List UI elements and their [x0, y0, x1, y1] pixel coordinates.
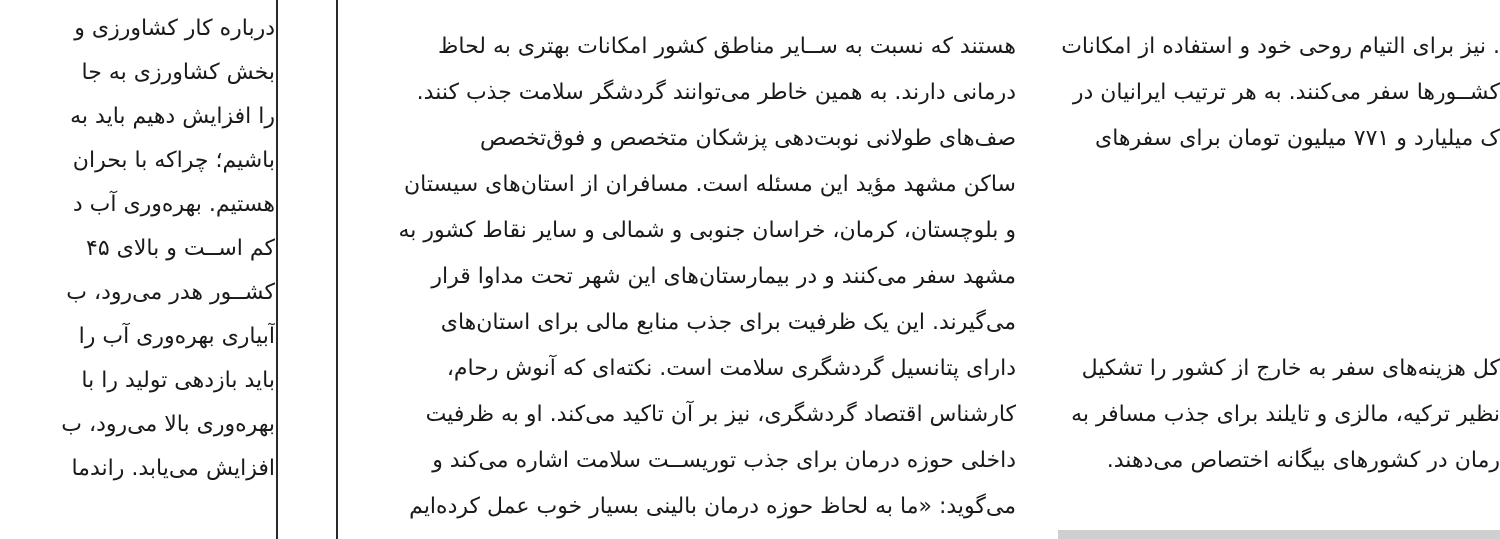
right-column-caption-line: نظیر ترکیه، مالزی و تایلند برای جذب مسافر به: [1071, 402, 1500, 427]
left-column-line: درباره کار کشاورزی و: [74, 16, 275, 41]
left-column-line: هستیم. بهره‌وری آب د: [72, 192, 275, 217]
middle-column-line: دارای پتانسیل گردشگری سلامت است. نکته‌ای که آنوش رحام،: [446, 356, 1016, 381]
image-placeholder-bar: [1058, 530, 1500, 539]
middle-column-line: ساکن مشهد مؤید این مسئله است. مسافران از استان‌های سیستان: [403, 172, 1016, 197]
middle-column: [340, 0, 1020, 539]
left-column: [0, 0, 275, 539]
left-column-line: افزایش می‌یابد. راندما: [71, 456, 275, 481]
middle-column-line: کارشناس اقتصاد گردشگری، نیز بر آن تاکید می‌کند. او به ظرفیت: [425, 402, 1016, 427]
left-column-line: بخش کشاورزی به جا: [81, 60, 275, 85]
middle-column-line: درمانی دارند. به همین خاطر می‌توانند گردشگر سلامت جذب کنند.: [416, 80, 1016, 105]
column-divider: [336, 0, 338, 539]
middle-column-line: مشهد سفر می‌کنند و در بیمارستان‌های این شهر تحت مداوا قرار: [431, 264, 1016, 289]
middle-column-line: می‌گیرند. این یک ظرفیت برای جذب منابع مالی برای استان‌های: [440, 310, 1016, 335]
middle-column-line: هستند که نسبت به ســایر مناطق کشور امکانات بهتری به لحاظ: [438, 34, 1016, 59]
middle-column-line: می‌گوید: «ما به لحاظ حوزه درمان بالینی بسیار خوب عمل کرده‌ایم: [409, 494, 1016, 519]
middle-column-line: و بلوچستان، کرمان، خراسان جنوبی و شمالی و سایر نقاط کشور به: [398, 218, 1016, 243]
middle-column-line: داخلی حوزه درمان برای جذب توریســت سلامت اشاره می‌کند و: [432, 448, 1016, 473]
right-column-line: کشــورها سفر می‌کنند. به هر ترتیب ایرانیان در: [1072, 80, 1500, 105]
right-column-line: ک میلیارد و ۷۷۱ میلیون تومان برای سفرهای: [1094, 126, 1500, 151]
left-column-line: کم اســت و بالای ۴۵: [86, 236, 275, 261]
right-column: [1040, 0, 1500, 539]
column-divider: [276, 0, 278, 539]
right-column-caption-line: کل هزینه‌های سفر به خارج از کشور را تشکیل: [1081, 356, 1500, 381]
left-column-line: باید بازدهی تولید را با: [81, 368, 275, 393]
left-column-line: آبیاری بهره‌وری آب را: [78, 324, 275, 349]
left-column-line: کشــور هدر می‌رود، ب: [66, 280, 275, 305]
right-column-line: . نیز برای التیام روحی خود و استفاده از امکانات: [1061, 34, 1500, 59]
left-column-line: بهره‌وری بالا می‌رود، ب: [61, 412, 275, 437]
middle-column-line: صف‌های طولانی نوبت‌دهی پزشکان متخصص و فوق‌تخصص: [479, 126, 1016, 151]
left-column-line: باشیم؛ چراکه با بحران: [72, 148, 275, 173]
right-column-caption-line: رمان در کشورهای بیگانه اختصاص می‌دهند.: [1106, 448, 1500, 473]
left-column-line: را افزایش دهیم باید به: [70, 104, 275, 129]
